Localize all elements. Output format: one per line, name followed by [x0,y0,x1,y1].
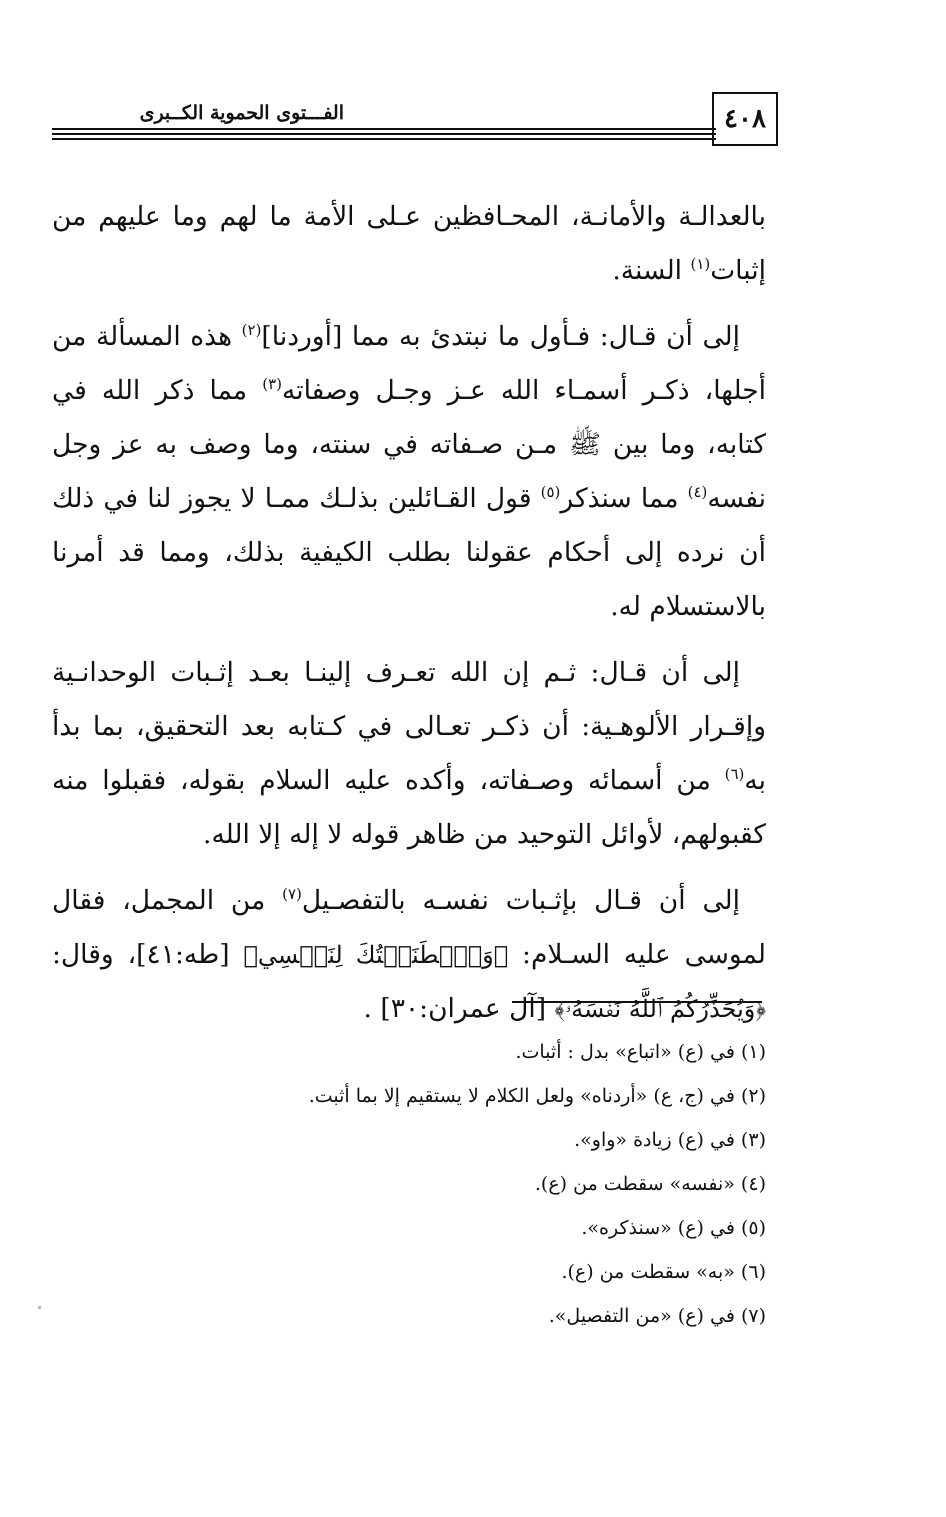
footnote-marker: (٣) [262,375,283,394]
paragraph-3 [52,646,766,862]
footnote-marker: (٢) [241,321,262,340]
footnote-divider [512,1001,762,1003]
text-run: مما سنذكر [560,483,688,514]
text-run: إلى أن قـال بإثـبات نفسـه بالتفصـيل [301,885,740,916]
text-run: إلى أن قـال: فـأول ما نبتدئ به مما [أوردنا] [261,321,740,352]
paragraph-1 [52,190,766,298]
footnote: (٣) في (ع) زيادة «واو». [574,1129,766,1151]
text-run: قول القـائلين بذلـك ممـا لا يجوز لنا في ذلك أن نرده إلى أحكام عقولنا بطلب الكيفية بذلك، ومما قد أمرنا بالاستسلام له. [52,483,766,622]
main-text [52,190,766,1048]
running-title: الفـــتوى الحموية الكــبرى [139,102,344,124]
header-rule [52,138,716,140]
footnote-marker: (٦) [724,765,745,784]
footnote-marker: (٧) [282,885,302,904]
text-run: [آل عمران:٣٠] . [363,993,555,1024]
quran-quote: ﴿وَيُحَذِّرُكُمُ ٱللَّهُ نَفۡسَهُۥ﴾ [554,995,766,1023]
paragraph-2 [52,310,766,634]
footnote: (٦) «به» سقطت من (ع). [561,1261,766,1283]
header-rule [52,133,716,135]
header-rule [52,128,716,130]
text-run: إلى أن قـال: ثـم إن الله تعـرف إلينـا بعـد إثـبات الوحدانـية وإقـرار الألوهـية: أن ذكـر تعـالى في كـتابه بعد التحقيق، بما بدأ به [52,657,766,796]
page-number: ٤٠٨ [712,92,778,146]
footnote: (١) في (ع) «اتباع» بدل : أثبات. [515,1041,766,1063]
footnote-marker: (٤) [687,483,708,502]
footnote: (٢) في (ج، ع) «أردناه» ولعل الكلام لا يستقيم إلا بما أثبت. [308,1085,766,1107]
text-run: هذه المسألة من أجلها، ذكـر أسمـاء الله عـز وجـل وصفاته [52,321,766,406]
text-run: مما ذكر الله في كتابه، وما بين ﷺ مـن صـفاته في سنته، وما وصف به عز وجل نفسه [52,375,766,514]
paragraph-4 [52,874,766,1036]
footnote-marker: (٥) [540,483,561,502]
text-run: من أسمائه وصـفاته، وأكده عليه السلام بقوله، فقبلوا منه كقبولهم، لأوائل التوحيد من ظاهر قوله لا إله إلا الله. [52,765,766,850]
footnote: (٤) «نفسه» سقطت من (ع). [534,1173,766,1195]
text-run: [طه:٤١]، وقال: [52,939,244,970]
footnote: (٧) في (ع) «من التفصيل». [548,1305,766,1327]
page-header [52,92,778,152]
text-run: بالعدالـة والأمانـة، المحـافظين عـلى الأمة ما لهم وما عليهم من إثبات [52,201,766,286]
text-run: السنة. [612,255,691,286]
footnotes [52,1030,766,1338]
footnote-marker: (١) [690,255,711,274]
quran-quote: ﴿وَٱصۡطَنَعۡتُكَ لِنَفۡسِي﴾ [243,941,509,969]
footnote: (٥) في (ع) «سنذكره». [581,1217,766,1239]
text-run: من المجمل، فقال لموسى عليه السـلام: [52,885,766,970]
scan-speck [38,1306,41,1309]
